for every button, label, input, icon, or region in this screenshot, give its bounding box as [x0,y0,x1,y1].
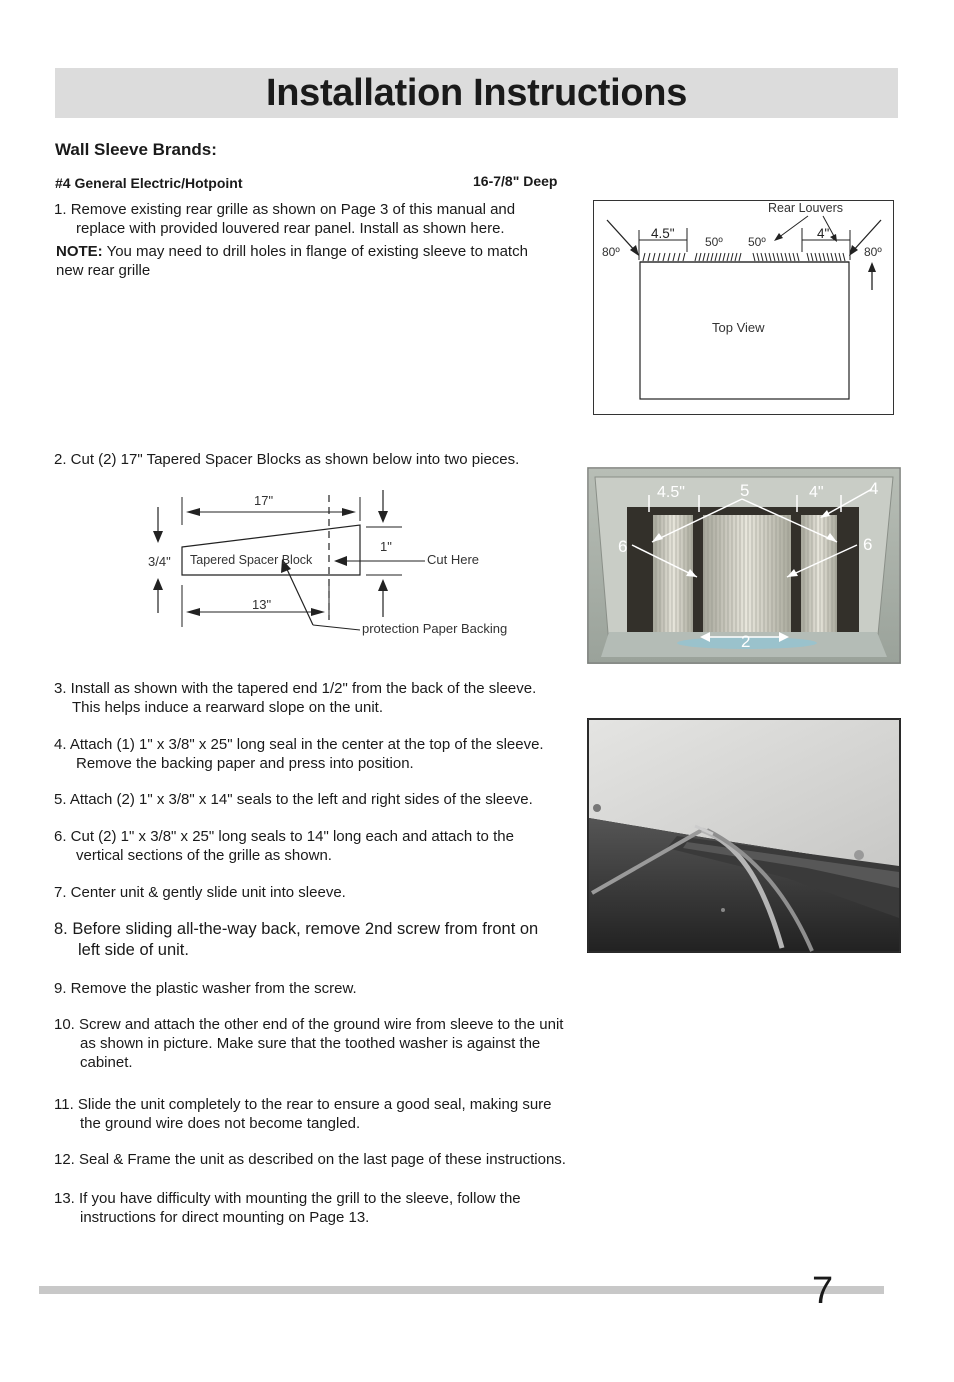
title-bar [55,68,898,118]
top-view-diagram [593,200,895,416]
spacer-block-diagram [140,485,540,645]
step-10-line3: cabinet. [80,1054,133,1071]
sleeve-interior-photo [587,467,901,664]
step-6 [54,827,614,865]
photo1-dim-left: 4.5" [657,484,685,501]
step-11-line2: the ground wire does not become tangled. [80,1115,361,1132]
height-right-label: 1" [380,539,392,554]
note-line1: You may need to drill holes in flange of existing sleeve to match [102,243,528,260]
step-11-line1: 11. Slide the unit completely to the rear to ensure a good seal, making sure [54,1096,552,1113]
ground-wire-photo [587,718,901,953]
brand-depth: 16-7/8" Deep [473,173,558,189]
page-number: 7 [812,1270,834,1312]
step-4-line1: 4. Attach (1) 1" x 3/8" x 25" long seal in the center at the top of the sleeve. [54,736,544,753]
angle-80-left: 80º [602,245,620,259]
step-1-line2: replace with provided louvered rear panel. Install as shown here. [76,220,505,237]
step-4-line2: Remove the backing paper and press into position. [76,755,414,772]
top-view-label: Top View [712,320,765,335]
step-5: 5. Attach (2) 1" x 3/8" x 14" seals to the left and right sides of the sleeve. [54,791,533,808]
height-left-label: 3/4" [148,554,171,569]
step-4 [54,735,614,773]
length-bottom-label: 13" [252,597,272,612]
step-1-line1: Remove existing rear grille as shown on Page 3 of this manual and [70,201,516,218]
step-2: 2. Cut (2) 17" Tapered Spacer Blocks as shown below into two pieces. [54,451,520,468]
step-11 [54,1095,634,1133]
note [56,242,616,280]
step-8-line1: 8. Before sliding all-the-way back, remove 2nd screw from front on [54,920,539,938]
block-label: Tapered Spacer Block [190,553,313,567]
note-label: NOTE: [56,243,103,260]
paper-backing-label: protection Paper Backing [362,621,508,636]
step-10 [54,1015,634,1072]
step-6-line2: vertical sections of the grille as shown. [76,847,332,864]
brand-name: #4 General Electric/Hotpoint [55,175,243,191]
step-6-line1: 6. Cut (2) 1" x 3/8" x 25" long seals to 14" long each and attach to the [54,828,514,845]
angle-50-left: 50º [705,235,723,249]
angle-80-right: 80º [864,245,882,259]
length-top-label: 17" [254,493,274,508]
step-12: 12. Seal & Frame the unit as described on the last page of these instructions. [54,1151,566,1168]
photo1-label-2: 2 [741,632,751,651]
step-7: 7. Center unit & gently slide unit into sleeve. [54,884,346,901]
step-8-line2: left side of unit. [78,941,189,959]
step-13-line1: 13. If you have difficulty with mounting the grill to the sleeve, follow the [54,1190,521,1207]
tapered-block-outline [182,525,360,575]
note-line2: new rear grille [56,262,151,279]
step-1-number: 1. [54,201,67,218]
step-8 [54,919,594,961]
step-3-line2: This helps induce a rearward slope on the unit. [72,699,384,716]
step-10-line2: as shown in picture. Make sure that the toothed washer is against the [80,1035,541,1052]
step-3 [54,679,614,717]
left-dim-label: 4.5" [651,226,675,241]
step-1 [54,200,614,238]
step-9: 9. Remove the plastic washer from the screw. [54,980,357,997]
right-dim-label: 4" [817,226,830,241]
step-13-line2: instructions for direct mounting on Page 13. [80,1209,370,1226]
section-title: Wall Sleeve Brands: [55,140,217,159]
photo1-dim-right: 4" [809,484,824,501]
page-title: Installation Instructions [265,72,688,114]
step-3-line1: 3. Install as shown with the tapered end 1/2" from the back of the sleeve. [54,680,537,697]
rear-louvers-label: Rear Louvers [768,201,844,215]
step-13 [54,1189,634,1227]
footer-bar [39,1286,884,1294]
cut-here-label: Cut Here [427,552,480,567]
photo1-label-6-left: 6 [618,537,628,556]
step-10-line1: 10. Screw and attach the other end of the ground wire from sleeve to the unit [54,1016,564,1033]
photo1-label-5: 5 [740,481,750,500]
photo1-label-4: 4 [869,479,879,498]
photo1-label-6-right: 6 [863,535,873,554]
angle-50-right: 50º [748,235,766,249]
